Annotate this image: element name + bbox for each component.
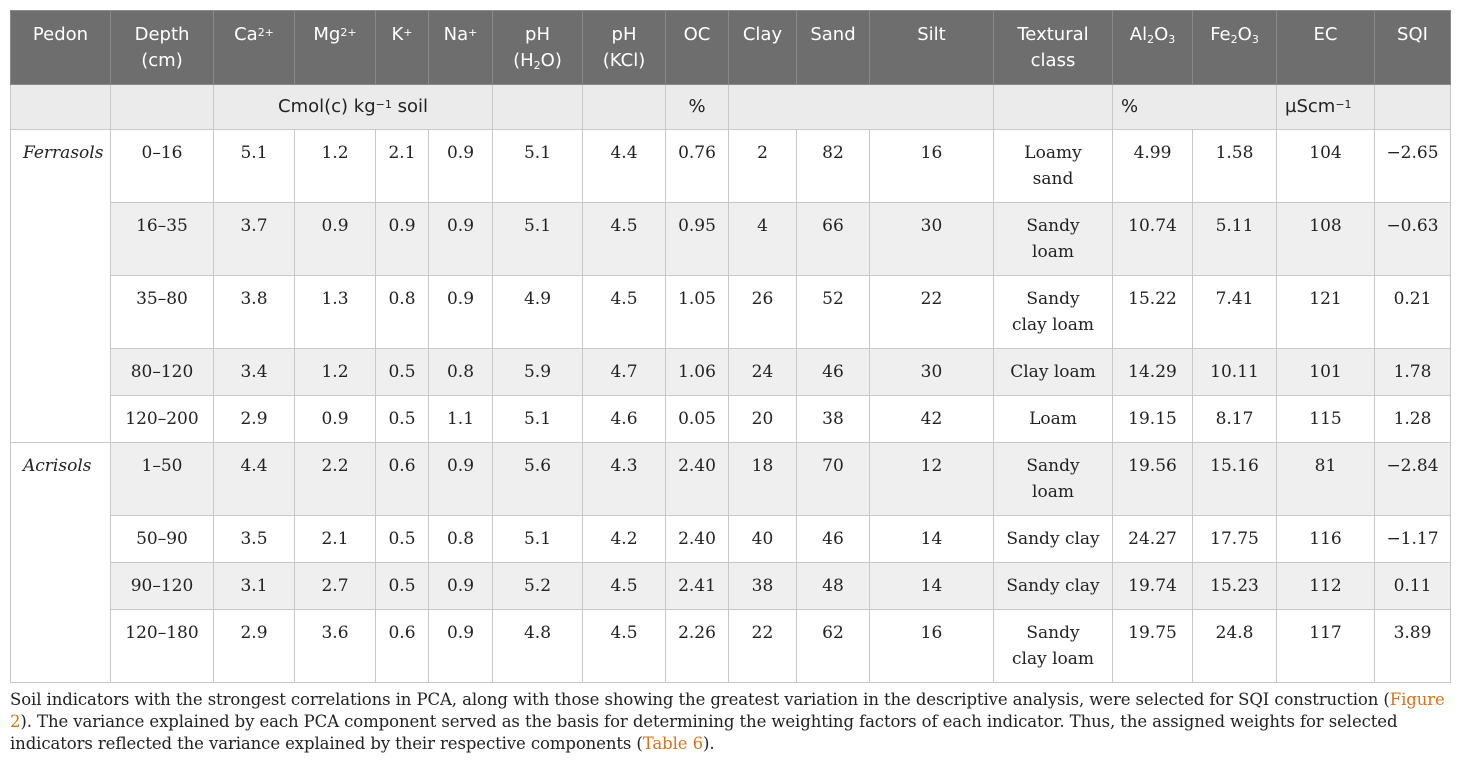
- cell-depth: 90–120: [111, 563, 214, 610]
- header-ec: [1277, 11, 1375, 85]
- cell-ec: 101: [1277, 349, 1375, 396]
- header-oc: [666, 11, 729, 85]
- cell-al2o3: 19.56: [1113, 443, 1193, 516]
- header-ph-h2o: [493, 11, 583, 85]
- cell-sqi: −0.63: [1375, 203, 1451, 276]
- cell-ca: 5.1: [214, 130, 295, 203]
- cell-al2o3: 10.74: [1113, 203, 1193, 276]
- units-ec-pre: µScm: [1285, 96, 1336, 117]
- cell-oc: 1.05: [666, 276, 729, 349]
- header-k-charge: +: [403, 26, 413, 39]
- cell-ph-kcl: 4.3: [583, 443, 666, 516]
- cell-fe2o3: 15.16: [1193, 443, 1277, 516]
- units-cell-empty: [493, 85, 583, 130]
- units-cations-post: soil: [391, 96, 428, 117]
- cell-na: 0.8: [429, 516, 493, 563]
- header-depth-label: Depth: [134, 24, 190, 45]
- cell-al2o3: 24.27: [1113, 516, 1193, 563]
- table-row: [11, 563, 1451, 610]
- cell-fe2o3: 7.41: [1193, 276, 1277, 349]
- header-mg: [295, 11, 376, 85]
- cell-ec: 115: [1277, 396, 1375, 443]
- cell-na: 0.9: [429, 203, 493, 276]
- header-fe2o3-p2: O: [1237, 24, 1252, 45]
- units-oxides-label: %: [1121, 96, 1139, 117]
- header-row: [11, 11, 1451, 85]
- cell-fe2o3: 10.11: [1193, 349, 1277, 396]
- table-body: [11, 130, 1451, 683]
- units-oc-label: %: [688, 96, 706, 117]
- cell-oc: 0.76: [666, 130, 729, 203]
- units-cations: [214, 85, 493, 130]
- cell-sand: 70: [797, 443, 870, 516]
- header-k: [376, 11, 429, 85]
- cell-sqi: 0.11: [1375, 563, 1451, 610]
- header-pedon: [11, 11, 111, 85]
- cell-silt: 22: [870, 276, 994, 349]
- cell-k: 0.8: [376, 276, 429, 349]
- header-ec-label: EC: [1313, 24, 1338, 45]
- cell-k: 0.6: [376, 610, 429, 683]
- cell-sand: 52: [797, 276, 870, 349]
- texture-line: sand: [1032, 169, 1074, 189]
- header-ph-h2o-label: pH: [525, 24, 550, 45]
- pedon-cell: Acrisols: [11, 443, 111, 683]
- pedon-cell: Ferrasols: [11, 130, 111, 443]
- texture-line: clay loam: [1011, 649, 1095, 669]
- header-ph-kcl-unit: (KCl): [602, 50, 646, 71]
- units-cell-empty: [11, 85, 111, 130]
- cell-sand: 46: [797, 349, 870, 396]
- header-fe2o3-s2: 3: [1251, 33, 1259, 46]
- cell-fe2o3: 17.75: [1193, 516, 1277, 563]
- texture-line: Sandy clay: [1006, 576, 1100, 596]
- table-caption: [10, 689, 1450, 755]
- cell-mg: 0.9: [295, 203, 376, 276]
- cell-sqi: 0.21: [1375, 276, 1451, 349]
- cell-sqi: 1.28: [1375, 396, 1451, 443]
- caption-text-1: Soil indicators with the strongest correlations in PCA, along with those showing the greatest variation in the descriptive analysis, were selected for SQI construction (: [10, 690, 1390, 709]
- texture-line: clay loam: [1011, 315, 1095, 335]
- cell-ec: 108: [1277, 203, 1375, 276]
- cell-al2o3: 14.29: [1113, 349, 1193, 396]
- header-ph-kcl-label: pH: [611, 24, 637, 45]
- cell-oc: 0.95: [666, 203, 729, 276]
- table-row: [11, 276, 1451, 349]
- header-fe2o3: [1193, 11, 1277, 85]
- header-depth-unit: (cm): [141, 50, 183, 71]
- header-ca: [214, 11, 295, 85]
- cell-ca: 4.4: [214, 443, 295, 516]
- cell-mg: 1.3: [295, 276, 376, 349]
- cell-oc: 0.05: [666, 396, 729, 443]
- cell-fe2o3: 1.58: [1193, 130, 1277, 203]
- cell-clay: 18: [729, 443, 797, 516]
- cell-fe2o3: 24.8: [1193, 610, 1277, 683]
- cell-al2o3: 19.75: [1113, 610, 1193, 683]
- caption-text-2: ). The variance explained by each PCA component served as the basis for determining the weighting factors of each indicator. Thus, the assigned weights for selected indicators reflected the variance explained by their respective components (: [10, 712, 1398, 753]
- table-row: [11, 396, 1451, 443]
- header-al2o3-p1: Al: [1129, 24, 1148, 45]
- texture-line: Sandy: [1026, 216, 1080, 236]
- header-sqi: [1375, 11, 1451, 85]
- cell-na: 0.9: [429, 563, 493, 610]
- cell-ph-h2o: 5.1: [493, 516, 583, 563]
- cell-mg: 2.1: [295, 516, 376, 563]
- cell-ca: 3.4: [214, 349, 295, 396]
- cell-ph-h2o: 5.1: [493, 130, 583, 203]
- units-cell-empty: [583, 85, 666, 130]
- cell-na: 0.9: [429, 443, 493, 516]
- cell-na: 0.9: [429, 130, 493, 203]
- texture-line: Loamy: [1024, 143, 1082, 163]
- texture-line: Sandy: [1026, 289, 1080, 309]
- cell-mg: 0.9: [295, 396, 376, 443]
- cell-mg: 3.6: [295, 610, 376, 683]
- cell-ph-h2o: 5.6: [493, 443, 583, 516]
- header-silt-label: Silt: [917, 24, 946, 45]
- cell-ec: 117: [1277, 610, 1375, 683]
- units-cell-empty: [994, 85, 1113, 130]
- cell-silt: 14: [870, 563, 994, 610]
- figure-2-link[interactable]: Figure 2: [10, 690, 1445, 731]
- cell-ph-h2o: 5.9: [493, 349, 583, 396]
- cell-depth: 50–90: [111, 516, 214, 563]
- cell-sand: 62: [797, 610, 870, 683]
- header-ph-kcl: [583, 11, 666, 85]
- header-na: [429, 11, 493, 85]
- cell-ph-h2o: 5.1: [493, 396, 583, 443]
- cell-oc: 2.40: [666, 516, 729, 563]
- table-6-link[interactable]: Table 6: [642, 734, 703, 753]
- header-al2o3-s1: 2: [1147, 33, 1155, 46]
- cell-sqi: 1.78: [1375, 349, 1451, 396]
- cell-sqi: −2.65: [1375, 130, 1451, 203]
- cell-silt: 30: [870, 349, 994, 396]
- header-texture: [994, 11, 1113, 85]
- cell-mg: 1.2: [295, 349, 376, 396]
- header-ca-base: Ca: [234, 24, 258, 45]
- units-cell-empty: [111, 85, 214, 130]
- cell-ec: 81: [1277, 443, 1375, 516]
- cell-texture: [994, 203, 1113, 276]
- cell-oc: 2.41: [666, 563, 729, 610]
- cell-k: 0.5: [376, 516, 429, 563]
- table-row: [11, 516, 1451, 563]
- cell-k: 2.1: [376, 130, 429, 203]
- cell-silt: 16: [870, 610, 994, 683]
- cell-depth: 120–180: [111, 610, 214, 683]
- cell-clay: 38: [729, 563, 797, 610]
- texture-line: Loam: [1029, 409, 1077, 429]
- cell-k: 0.5: [376, 396, 429, 443]
- cell-oc: 2.40: [666, 443, 729, 516]
- units-cations-pre: Cmol(c) kg: [278, 96, 376, 117]
- cell-al2o3: 4.99: [1113, 130, 1193, 203]
- cell-ph-h2o: 5.2: [493, 563, 583, 610]
- cell-al2o3: 15.22: [1113, 276, 1193, 349]
- cell-depth: 0–16: [111, 130, 214, 203]
- texture-line: Clay loam: [1010, 362, 1096, 382]
- header-na-charge: +: [468, 26, 478, 39]
- units-ec-exp: −1: [1335, 98, 1352, 111]
- cell-depth: 80–120: [111, 349, 214, 396]
- cell-depth: 120–200: [111, 396, 214, 443]
- header-clay: [729, 11, 797, 85]
- cell-k: 0.5: [376, 563, 429, 610]
- cell-oc: 1.06: [666, 349, 729, 396]
- cell-ec: 104: [1277, 130, 1375, 203]
- cell-clay: 40: [729, 516, 797, 563]
- table-row: [11, 349, 1451, 396]
- cell-fe2o3: 8.17: [1193, 396, 1277, 443]
- cell-na: 0.8: [429, 349, 493, 396]
- cell-ca: 2.9: [214, 396, 295, 443]
- cell-ph-h2o: 4.8: [493, 610, 583, 683]
- cell-texture: [994, 443, 1113, 516]
- header-k-base: K: [391, 24, 404, 45]
- header-ph-h2o-sub: 2: [533, 59, 541, 72]
- cell-clay: 26: [729, 276, 797, 349]
- cell-texture: [994, 349, 1113, 396]
- cell-k: 0.5: [376, 349, 429, 396]
- cell-na: 0.9: [429, 276, 493, 349]
- header-texture-label-2: class: [1030, 50, 1076, 71]
- cell-mg: 2.7: [295, 563, 376, 610]
- cell-ph-kcl: 4.6: [583, 396, 666, 443]
- cell-sand: 38: [797, 396, 870, 443]
- header-al2o3-p2: O: [1154, 24, 1169, 45]
- header-na-base: Na: [443, 24, 469, 45]
- units-oc: [666, 85, 729, 130]
- table-row: [11, 203, 1451, 276]
- cell-na: 0.9: [429, 610, 493, 683]
- cell-texture: [994, 396, 1113, 443]
- header-ph-h2o-post: O): [540, 50, 562, 71]
- cell-ph-kcl: 4.7: [583, 349, 666, 396]
- cell-sand: 48: [797, 563, 870, 610]
- cell-sqi: 3.89: [1375, 610, 1451, 683]
- header-pedon-label: Pedon: [32, 24, 89, 45]
- cell-ph-kcl: 4.2: [583, 516, 666, 563]
- cell-clay: 22: [729, 610, 797, 683]
- cell-oc: 2.26: [666, 610, 729, 683]
- cell-sand: 82: [797, 130, 870, 203]
- header-al2o3: [1113, 11, 1193, 85]
- cell-fe2o3: 15.23: [1193, 563, 1277, 610]
- header-al2o3-s2: 3: [1168, 33, 1176, 46]
- units-oxides: [1113, 85, 1277, 130]
- cell-ph-h2o: 4.9: [493, 276, 583, 349]
- cell-ec: 116: [1277, 516, 1375, 563]
- cell-sqi: −2.84: [1375, 443, 1451, 516]
- cell-ph-kcl: 4.5: [583, 563, 666, 610]
- texture-line: loam: [1032, 482, 1074, 502]
- texture-line: loam: [1032, 242, 1074, 262]
- cell-na: 1.1: [429, 396, 493, 443]
- cell-ec: 112: [1277, 563, 1375, 610]
- cell-ph-kcl: 4.5: [583, 203, 666, 276]
- header-silt: [870, 11, 994, 85]
- cell-ph-kcl: 4.5: [583, 276, 666, 349]
- units-row: [11, 85, 1451, 130]
- table-row: [11, 443, 1451, 516]
- cell-mg: 1.2: [295, 130, 376, 203]
- texture-line: Sandy clay: [1006, 529, 1100, 549]
- header-fe2o3-s1: 2: [1230, 33, 1238, 46]
- cell-al2o3: 19.74: [1113, 563, 1193, 610]
- cell-mg: 2.2: [295, 443, 376, 516]
- units-cell-empty: [729, 85, 994, 130]
- header-sand: [797, 11, 870, 85]
- cell-clay: 20: [729, 396, 797, 443]
- cell-texture: [994, 610, 1113, 683]
- cell-silt: 30: [870, 203, 994, 276]
- table-row: [11, 610, 1451, 683]
- cell-texture: [994, 276, 1113, 349]
- cell-texture: [994, 563, 1113, 610]
- header-depth: [111, 11, 214, 85]
- texture-line: Sandy: [1026, 456, 1080, 476]
- cell-texture: [994, 130, 1113, 203]
- cell-clay: 24: [729, 349, 797, 396]
- header-oc-label: OC: [683, 24, 711, 45]
- cell-depth: 16–35: [111, 203, 214, 276]
- cell-silt: 12: [870, 443, 994, 516]
- cell-clay: 2: [729, 130, 797, 203]
- header-fe2o3-p1: Fe: [1210, 24, 1231, 45]
- soil-properties-table: [10, 10, 1451, 683]
- units-cations-exp: −1: [375, 98, 392, 111]
- header-clay-label: Clay: [742, 24, 783, 45]
- cell-silt: 42: [870, 396, 994, 443]
- header-sand-label: Sand: [810, 24, 856, 45]
- cell-ph-kcl: 4.5: [583, 610, 666, 683]
- cell-fe2o3: 5.11: [1193, 203, 1277, 276]
- cell-k: 0.9: [376, 203, 429, 276]
- texture-line: Sandy: [1026, 623, 1080, 643]
- units-cell-empty: [1375, 85, 1451, 130]
- cell-ca: 3.8: [214, 276, 295, 349]
- header-mg-charge: 2+: [340, 26, 357, 39]
- cell-depth: 35–80: [111, 276, 214, 349]
- cell-ca: 3.1: [214, 563, 295, 610]
- header-sqi-label: SQI: [1397, 24, 1428, 45]
- cell-texture: [994, 516, 1113, 563]
- cell-ph-kcl: 4.4: [583, 130, 666, 203]
- cell-depth: 1–50: [111, 443, 214, 516]
- cell-ca: 3.7: [214, 203, 295, 276]
- cell-ph-h2o: 5.1: [493, 203, 583, 276]
- cell-ca: 3.5: [214, 516, 295, 563]
- header-texture-label: Textural: [1017, 24, 1089, 45]
- cell-sqi: −1.17: [1375, 516, 1451, 563]
- cell-ec: 121: [1277, 276, 1375, 349]
- caption-text-3: ).: [702, 734, 715, 753]
- header-ph-h2o-pre: (H: [513, 50, 534, 71]
- units-ec: [1277, 85, 1375, 130]
- cell-k: 0.6: [376, 443, 429, 516]
- cell-silt: 16: [870, 130, 994, 203]
- header-mg-base: Mg: [313, 24, 341, 45]
- cell-clay: 4: [729, 203, 797, 276]
- cell-sand: 46: [797, 516, 870, 563]
- cell-ca: 2.9: [214, 610, 295, 683]
- cell-silt: 14: [870, 516, 994, 563]
- table-row: [11, 130, 1451, 203]
- header-ca-charge: 2+: [257, 26, 274, 39]
- cell-sand: 66: [797, 203, 870, 276]
- cell-al2o3: 19.15: [1113, 396, 1193, 443]
